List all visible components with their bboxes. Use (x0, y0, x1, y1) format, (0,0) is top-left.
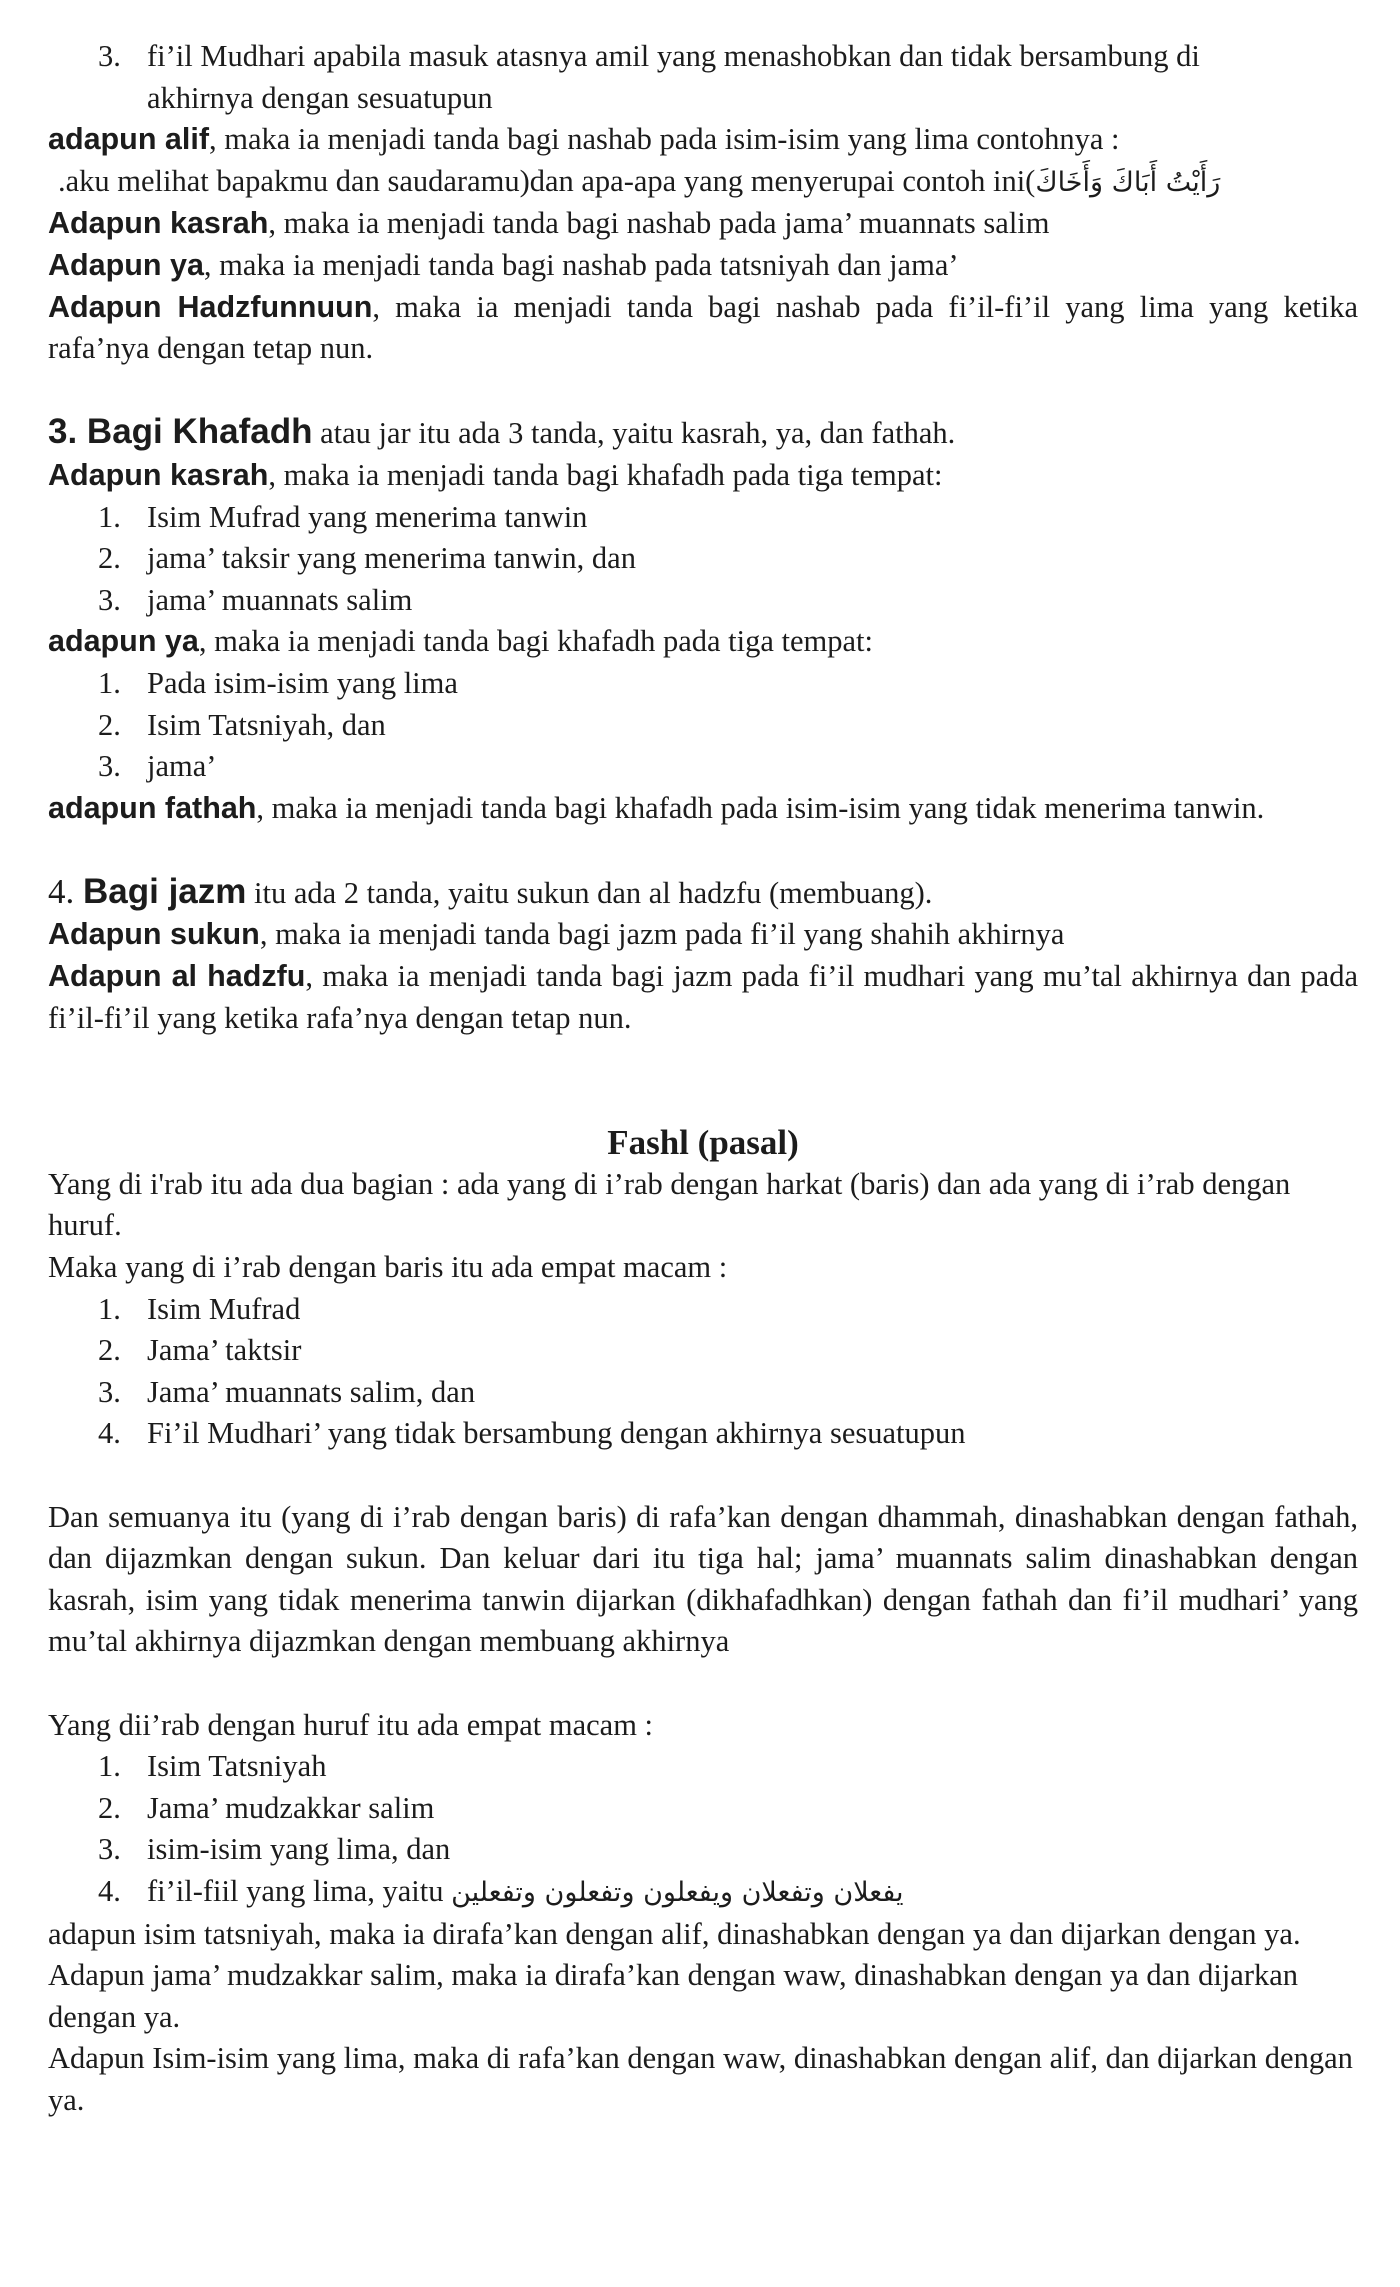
bold-term: adapun ya (48, 624, 199, 659)
paragraph-text: , maka ia menjadi tanda bagi nashab pada jama’ muannats salim (268, 206, 1050, 241)
list-item: 2. Jama’ taktsir (98, 1333, 302, 1368)
list-item: 3. jama’ muannats salim (98, 582, 413, 617)
example-text: .aku melihat bapakmu dan saudaramu)dan apa-apa yang menyerupai contoh ini( (58, 163, 1036, 198)
paragraph-text: , maka ia menjadi tanda bagi jazm pada fi’il mudhari yang mu’tal akhirnya dan pada fi’il-fi’il yang ketika rafa’nya dengan tetap nun. (48, 959, 1358, 1035)
bold-term: adapun alif (48, 122, 209, 157)
nashab-list-tail (48, 36, 1358, 119)
list-item-text: Isim Tatsniyah (147, 1749, 327, 1784)
paragraph (48, 788, 1358, 830)
list-item-text: jama’ (147, 749, 217, 784)
arabic-verbs: يفعلان وتفعلان ويفعلون وتفعلون وتفعلين (451, 1876, 904, 1908)
paragraph-text: , maka ia menjadi tanda bagi khafadh pada isim-isim yang tidak menerima tanwin. (256, 790, 1265, 825)
paragraph: Yang di i'rab itu ada dua bagian : ada yang di i’rab dengan harkat (baris) dan ada yang di i’rab dengan huruf. (48, 1166, 1291, 1243)
paragraph (48, 455, 1358, 497)
list-item: 1. Isim Mufrad yang menerima tanwin (98, 499, 588, 534)
list-item-text: fi’il Mudhari apabila masuk atasnya amil yang menashobkan dan tidak bersambung di (147, 39, 1200, 73)
heading-text: Bagi jazm (83, 871, 247, 911)
list-item-text: Isim Mufrad (147, 1291, 301, 1326)
list-item: 1. Pada isim-isim yang lima (98, 665, 458, 700)
list-item-text: jama’ muannats salim (147, 582, 413, 617)
paragraph (48, 119, 1358, 161)
bold-term: Adapun ya (48, 247, 204, 282)
list-item-text: akhirnya dengan sesuatupun (147, 80, 493, 115)
list-item: 2. Jama’ mudzakkar salim (98, 1790, 435, 1825)
bold-term: Adapun kasrah (48, 457, 269, 492)
paragraph (48, 621, 1358, 663)
section-heading-jazm (48, 871, 1358, 915)
list-item: 4. Fi’il Mudhari’ yang tidak bersambung dengan akhirnya sesuatupun (98, 1416, 966, 1451)
bold-term: Adapun kasrah (48, 206, 269, 241)
paragraph (48, 914, 1358, 956)
paragraph: Adapun jama’ mudzakkar salim, maka ia dirafa’kan dengan waw, dinashabkan dengan ya dan dijarkan dengan ya. (48, 1958, 1299, 2034)
numbered-list (48, 663, 1358, 788)
bold-term: Adapun al hadzfu (48, 959, 306, 994)
list-item-text: fi’il-fiil yang lima, yaitu (147, 1873, 452, 1908)
heading-rest: atau jar itu ada 3 tanda, yaitu kasrah, ya, dan fathah. (312, 416, 956, 451)
list-item (48, 36, 1358, 119)
paragraph: adapun isim tatsniyah, maka ia dirafa’kan dengan alif, dinashabkan dengan ya dan dijarkan dengan ya. (48, 1916, 1301, 1951)
list-item-text: jama’ taksir yang menerima tanwin, dan (147, 541, 636, 576)
section-heading-khafadh (48, 411, 1358, 455)
paragraph-text: , maka ia menjadi tanda bagi jazm pada fi’il yang shahih akhirnya (259, 917, 1065, 952)
list-item-text: Pada isim-isim yang lima (147, 665, 458, 700)
heading-number: 4. (48, 871, 83, 911)
section-title-fashl: Fashl (pasal) (607, 1123, 799, 1163)
heading-rest: itu ada 2 tanda, yaitu sukun dan al hadzfu (membuang). (246, 875, 933, 910)
paragraph (48, 287, 1358, 370)
paragraph: Maka yang di i’rab dengan baris itu ada empat macam : (48, 1250, 728, 1285)
paragraph (48, 203, 1358, 245)
bold-term: Adapun Hadzfunnuun (48, 289, 373, 324)
list-item: 1. Isim Mufrad (98, 1291, 301, 1326)
list-item-text: Jama’ muannats salim, dan (147, 1374, 476, 1409)
list-item-text: Isim Mufrad yang menerima tanwin (147, 499, 588, 534)
list-item: 3. isim-isim yang lima, dan (98, 1832, 451, 1867)
list-item-text: Isim Tatsniyah, dan (147, 707, 386, 742)
paragraph (48, 956, 1358, 1039)
paragraph: Yang dii’rab dengan huruf itu ada empat macam : (48, 1707, 654, 1742)
bold-term: adapun fathah (48, 790, 257, 825)
paragraph: Dan semuanya itu (yang di i’rab dengan baris) di rafa’kan dengan dhammah, dinashabkan dengan fathah, dan dijazmkan dengan sukun. Dan keluar dari itu tiga hal; jama’ muannats salim dinashabkan dengan kasrah, isim yang tidak menerima tanwin dijarkan (dikhafadhkan) dengan fathah dan fi’il mudhari’ yang mu’tal akhirnya dijazmkan dengan membuang akhirnya (48, 1499, 1358, 1659)
list-item: 2. Isim Tatsniyah, dan (98, 707, 386, 742)
list-item-text: Fi’il Mudhari’ yang tidak bersambung dengan akhirnya sesuatupun (147, 1416, 966, 1451)
paragraph-text: , maka ia menjadi tanda bagi khafadh pada tiga tempat: (268, 457, 943, 492)
heading-text: 3. Bagi Khafadh (48, 412, 313, 452)
arabic-example: رَأَيْتُ أَبَاكَ وَأَخَاكَ (1035, 166, 1221, 198)
numbered-list (48, 1289, 1358, 1455)
list-item: 3. Jama’ muannats salim, dan (98, 1374, 476, 1409)
list-number: 3. (98, 39, 121, 73)
document-page (48, 36, 1358, 2122)
list-item-text: Jama’ mudzakkar salim (147, 1790, 435, 1825)
paragraph: Adapun Isim-isim yang lima, maka di rafa’kan dengan waw, dinashabkan dengan alif, dan dijarkan dengan ya. (48, 2041, 1353, 2117)
list-item-text: Jama’ taktsir (147, 1333, 302, 1368)
bold-term: Adapun sukun (48, 917, 260, 952)
paragraph (48, 245, 1358, 287)
list-item-text: isim-isim yang lima, dan (147, 1832, 451, 1867)
list-item: 3. jama’ (98, 749, 217, 784)
numbered-list (48, 1746, 1358, 1913)
paragraph-text: , maka ia menjadi tanda bagi khafadh pada tiga tempat: (198, 624, 873, 659)
list-item: 2. jama’ taksir yang menerima tanwin, dan (98, 541, 636, 576)
example-line (48, 161, 1358, 204)
paragraph-text: , maka ia menjadi tanda bagi nashab pada fi’il-fi’il yang lima yang ketika rafa’nya dengan tetap nun. (48, 289, 1358, 366)
paragraph-text: , maka ia menjadi tanda bagi nashab pada isim-isim yang lima contohnya : (209, 122, 1120, 157)
numbered-list (48, 497, 1358, 622)
list-item: 1. Isim Tatsniyah (98, 1749, 327, 1784)
paragraph-text: , maka ia menjadi tanda bagi nashab pada tatsniyah dan jama’ (203, 247, 959, 282)
list-item: 4. fi’il-fiil yang lima, yaitu يفعلان وتفعلان ويفعلون وتفعلون وتفعلين (98, 1873, 904, 1908)
